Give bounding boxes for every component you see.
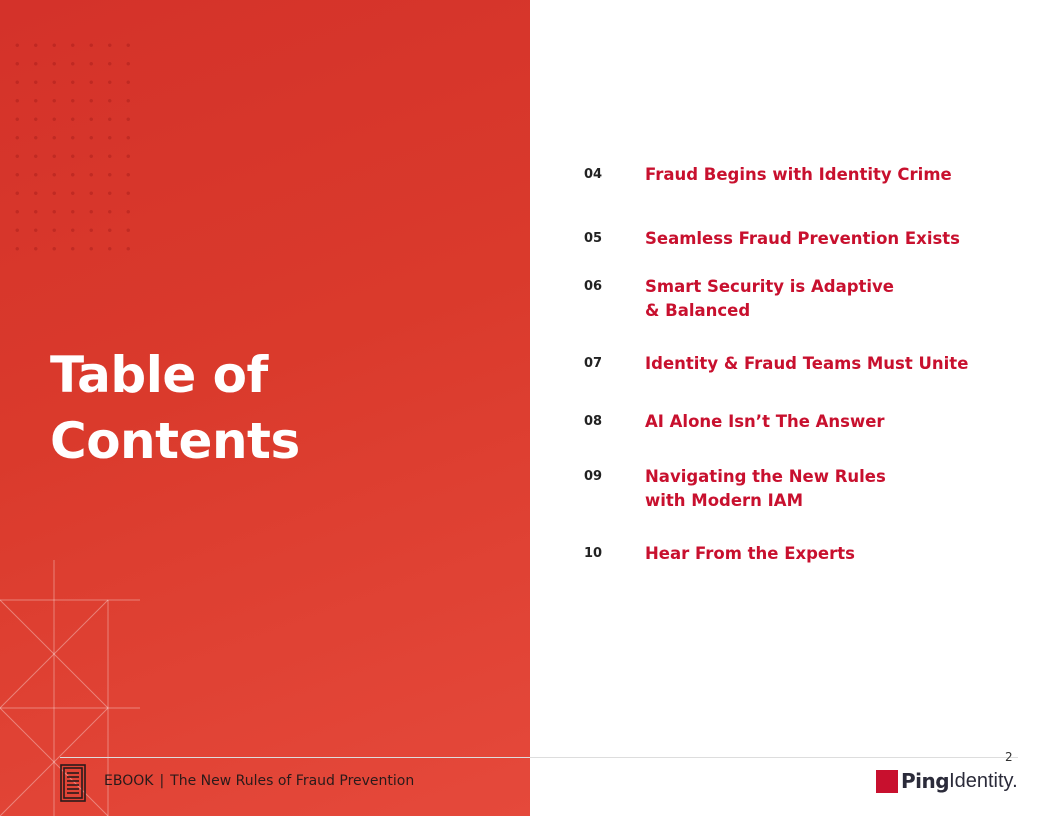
footer-divider <box>60 757 1018 758</box>
title-line-1: Table of <box>50 346 268 404</box>
toc-label[interactable]: AI Alone Isn’t The Answer <box>645 412 885 431</box>
toc-page-number: 09 <box>584 469 603 484</box>
ebook-document-icon <box>60 764 86 802</box>
logo-ping: Ping <box>901 769 950 793</box>
logo-identity: Identity. <box>949 769 1018 792</box>
toc-page-number: 07 <box>584 356 603 371</box>
toc-page-number: 10 <box>584 546 603 561</box>
footer-text <box>104 773 414 789</box>
footer-doc-type: EBOOK <box>104 773 154 789</box>
footer-separator: | <box>159 773 165 789</box>
toc-page-number: 04 <box>584 167 603 182</box>
page-title <box>50 342 300 474</box>
logo-square-icon <box>876 770 898 793</box>
toc-label[interactable]: Identity & Fraud Teams Must Unite <box>645 354 969 373</box>
toc-page-number: 05 <box>584 231 603 246</box>
toc-label[interactable]: Fraud Begins with Identity Crime <box>645 165 952 184</box>
toc-label[interactable]: Hear From the Experts <box>645 544 855 563</box>
toc-page-number: 06 <box>584 279 603 294</box>
dot-pattern <box>8 36 133 251</box>
toc-label[interactable]: Smart Security is Adaptive & Balanced <box>645 277 894 320</box>
toc-label[interactable]: Navigating the New Rules with Modern IAM <box>645 467 886 510</box>
footer-doc-title: The New Rules of Fraud Prevention <box>170 773 415 789</box>
toc-page-number: 08 <box>584 414 603 429</box>
ping-identity-logo <box>876 769 1018 793</box>
page-number: 2 <box>1005 750 1013 764</box>
title-line-2: Contents <box>50 412 300 470</box>
toc-label[interactable]: Seamless Fraud Prevention Exists <box>645 229 961 248</box>
